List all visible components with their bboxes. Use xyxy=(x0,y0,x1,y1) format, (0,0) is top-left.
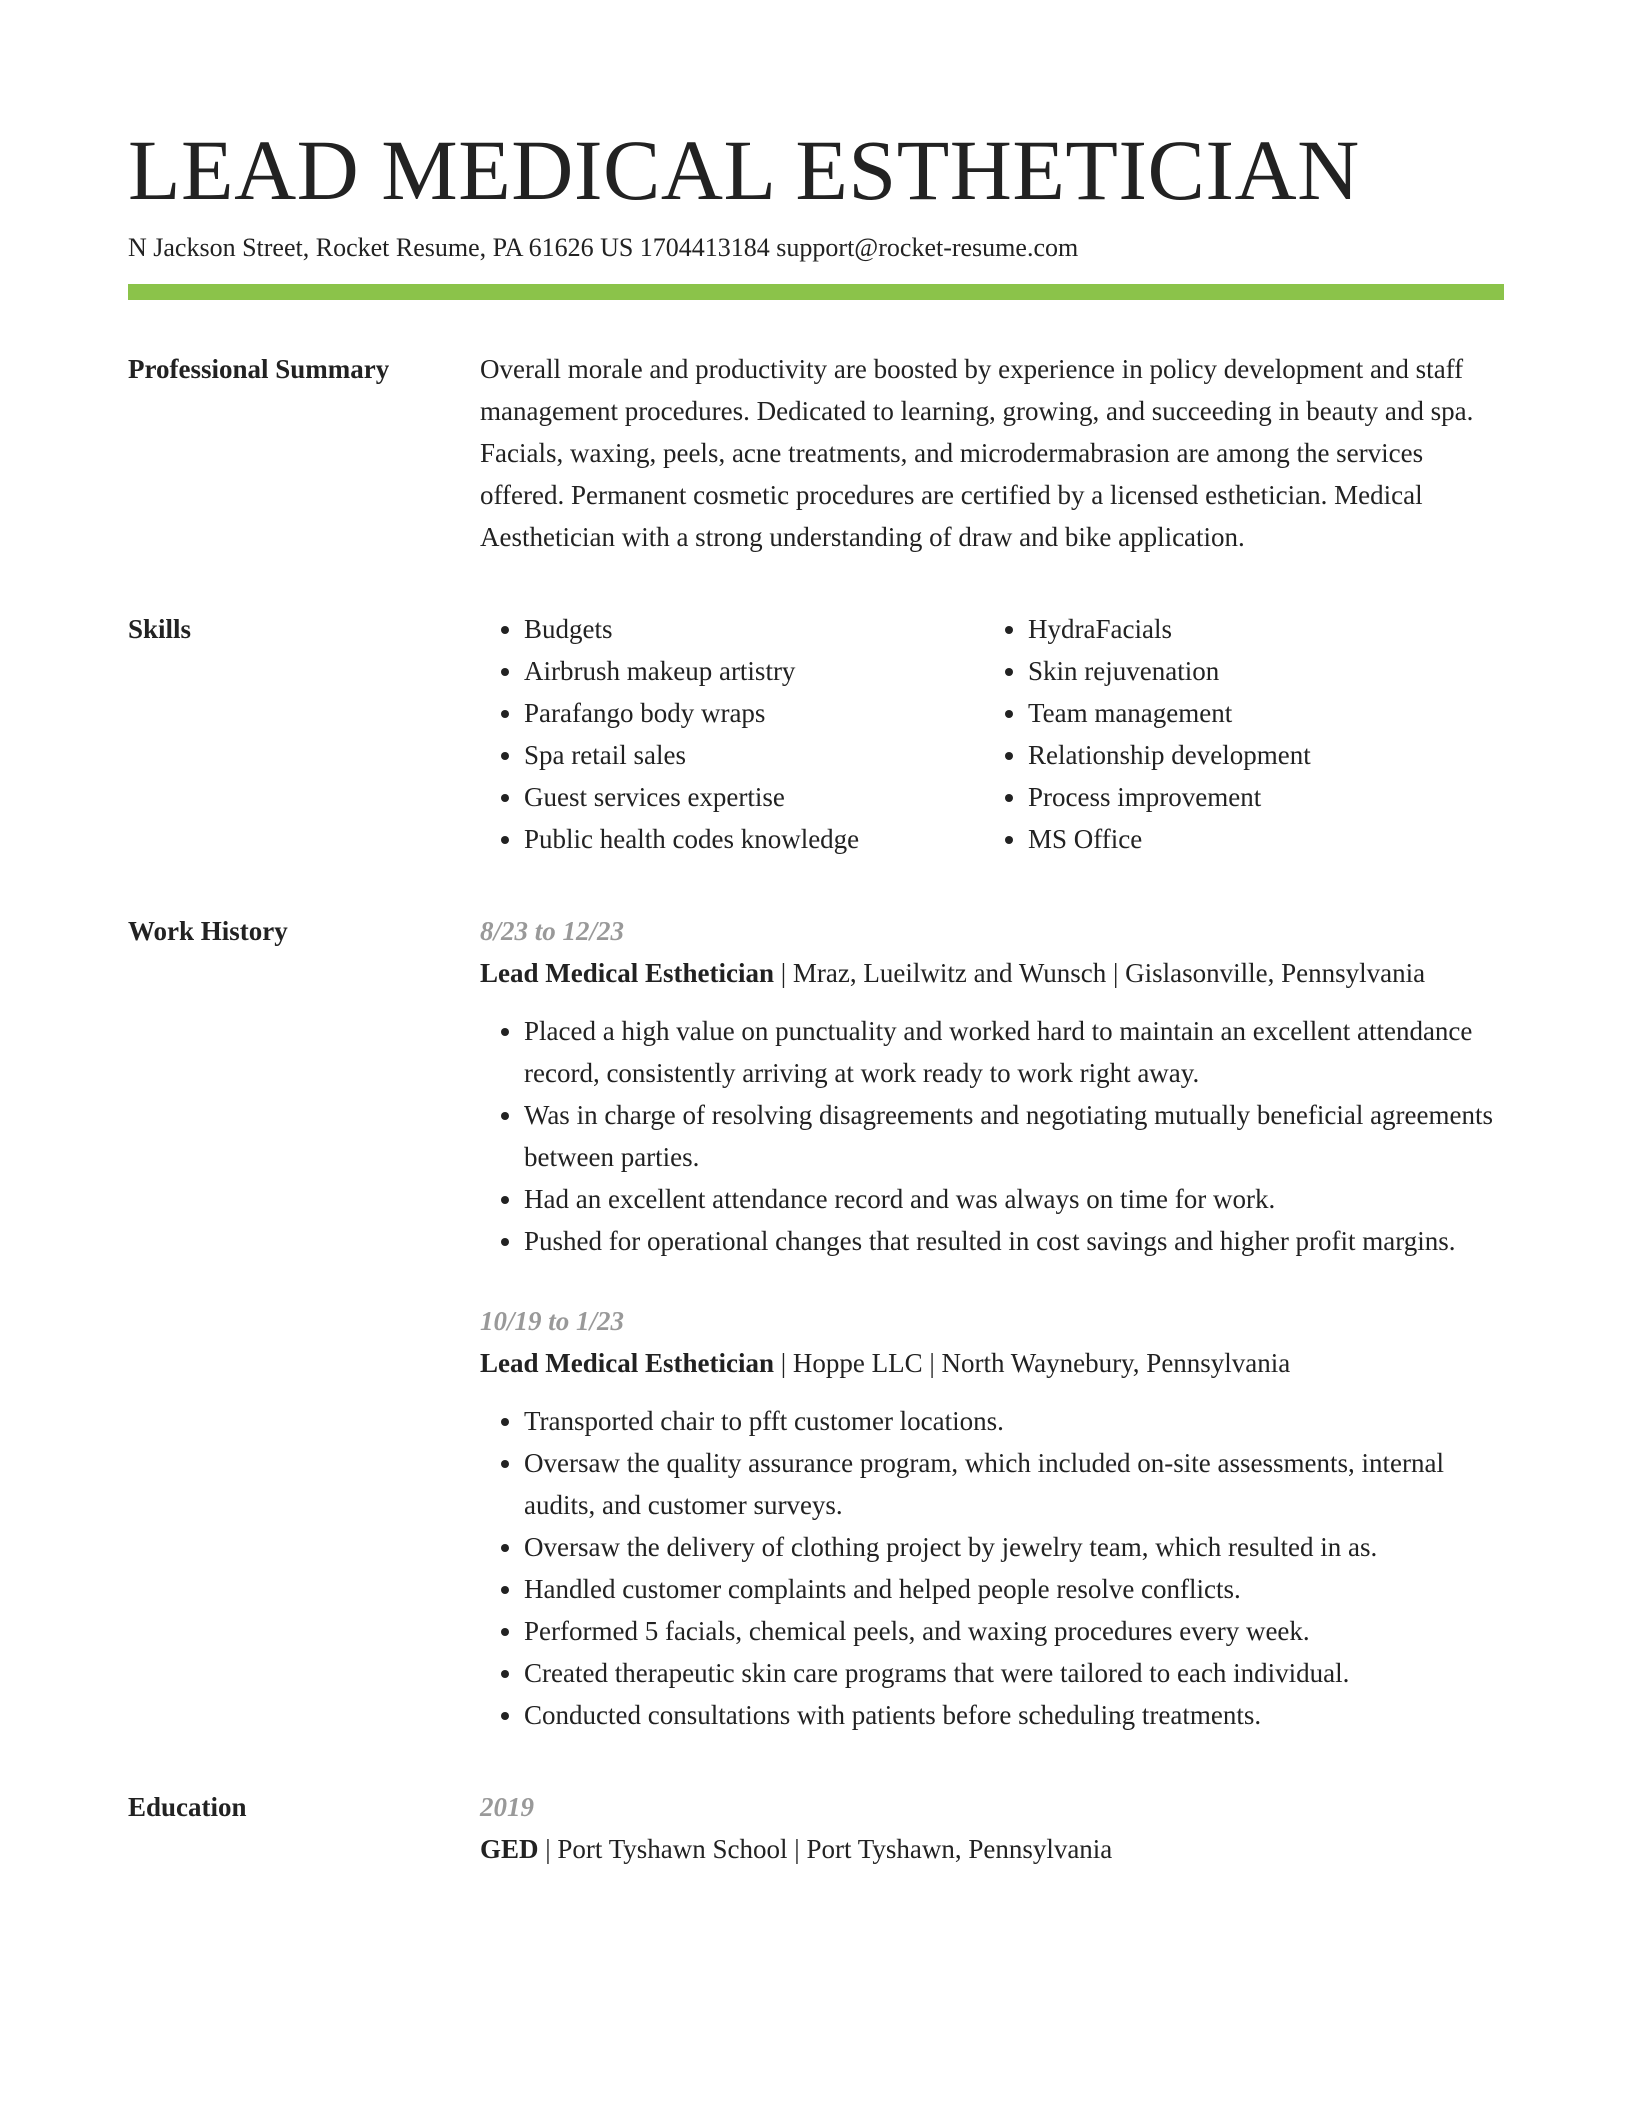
skills-list-right xyxy=(984,608,1488,860)
job-entry xyxy=(480,910,1504,1262)
job-bullet: • Performed 5 facials, chemical peels, and waxing procedures every week. xyxy=(524,1610,1504,1652)
skill-item: • MS Office xyxy=(1028,818,1488,860)
section-label-summary: Professional Summary xyxy=(128,354,390,384)
job-title: Lead Medical Esthetician xyxy=(480,958,774,988)
education-degree: GED xyxy=(480,1834,539,1864)
education-details: | Port Tyshawn School | Port Tyshawn, Pennsylvania xyxy=(538,1834,1113,1864)
job-bullets xyxy=(480,1010,1504,1262)
education-date: 2019 xyxy=(480,1792,534,1822)
job-bullet: • Handled customer complaints and helped people resolve conflicts. xyxy=(524,1568,1504,1610)
summary-text: Overall morale and productivity are boosted by experience in policy development and staff management procedures. Dedicated to learning, growing, and succeeding in beauty and spa. Facials, waxing, peels, acne treatments, and microdermabrasion are among the services offered. Permanent cosmetic procedures are certified by a licensed esthetician. Medical Aesthetician with a strong understanding of draw and bike application. xyxy=(480,354,1474,552)
job-bullet: • Had an excellent attendance record and was always on time for work. xyxy=(524,1178,1504,1220)
job-details: | Mraz, Lueilwitz and Wunsch | Gislasonville, Pennsylvania xyxy=(773,958,1426,988)
section-education xyxy=(128,1786,1504,1870)
job-bullet: • Transported chair to pfft customer locations. xyxy=(524,1400,1504,1442)
resume-page xyxy=(128,120,1504,1870)
skill-item: • Process improvement xyxy=(1028,776,1488,818)
job-date: 10/19 to 1/23 xyxy=(480,1306,625,1336)
job-bullets xyxy=(480,1400,1504,1736)
job-role-line xyxy=(480,1342,1504,1384)
skill-item: • Public health codes knowledge xyxy=(524,818,984,860)
job-bullet: • Oversaw the delivery of clothing project by jewelry team, which resulted in as. xyxy=(524,1526,1504,1568)
resume-title: LEAD MEDICAL ESTHETICIAN xyxy=(128,122,1360,218)
job-bullet: • Placed a high value on punctuality and worked hard to maintain an excellent attendance record, consistently arriving at work ready to work right away. xyxy=(524,1010,1504,1094)
job-details: | Hoppe LLC | North Waynebury, Pennsylvania xyxy=(773,1348,1291,1378)
section-label-education: Education xyxy=(128,1792,247,1822)
contact-line: N Jackson Street, Rocket Resume, PA 61626 US 1704413184 support@rocket-resume.com xyxy=(128,233,1079,262)
section-label-skills: Skills xyxy=(128,614,192,644)
job-bullet: • Pushed for operational changes that resulted in cost savings and higher profit margins. xyxy=(524,1220,1504,1262)
job-entry xyxy=(480,1300,1504,1736)
skill-item: • HydraFacials xyxy=(1028,608,1488,650)
skill-item: • Guest services expertise xyxy=(524,776,984,818)
job-date: 8/23 to 12/23 xyxy=(480,916,625,946)
education-line xyxy=(480,1828,1504,1870)
skill-item: • Parafango body wraps xyxy=(524,692,984,734)
skill-item: • Budgets xyxy=(524,608,984,650)
section-work-history xyxy=(128,910,1504,1736)
job-title: Lead Medical Esthetician xyxy=(480,1348,774,1378)
skills-list-left xyxy=(480,608,984,860)
job-bullet: • Conducted consultations with patients before scheduling treatments. xyxy=(524,1694,1504,1736)
job-bullet: • Was in charge of resolving disagreements and negotiating mutually beneficial agreements between parties. xyxy=(524,1094,1504,1178)
skill-item: • Airbrush makeup artistry xyxy=(524,650,984,692)
skill-item: • Spa retail sales xyxy=(524,734,984,776)
skill-item: • Team management xyxy=(1028,692,1488,734)
section-skills xyxy=(128,608,1504,860)
skill-item: • Relationship development xyxy=(1028,734,1488,776)
job-bullet: • Oversaw the quality assurance program, which included on-site assessments, internal audits, and customer surveys. xyxy=(524,1442,1504,1526)
accent-divider xyxy=(128,284,1504,300)
section-label-work: Work History xyxy=(128,916,288,946)
job-role-line xyxy=(480,952,1504,994)
section-summary xyxy=(128,348,1504,558)
skill-item: • Skin rejuvenation xyxy=(1028,650,1488,692)
job-bullet: • Created therapeutic skin care programs that were tailored to each individual. xyxy=(524,1652,1504,1694)
